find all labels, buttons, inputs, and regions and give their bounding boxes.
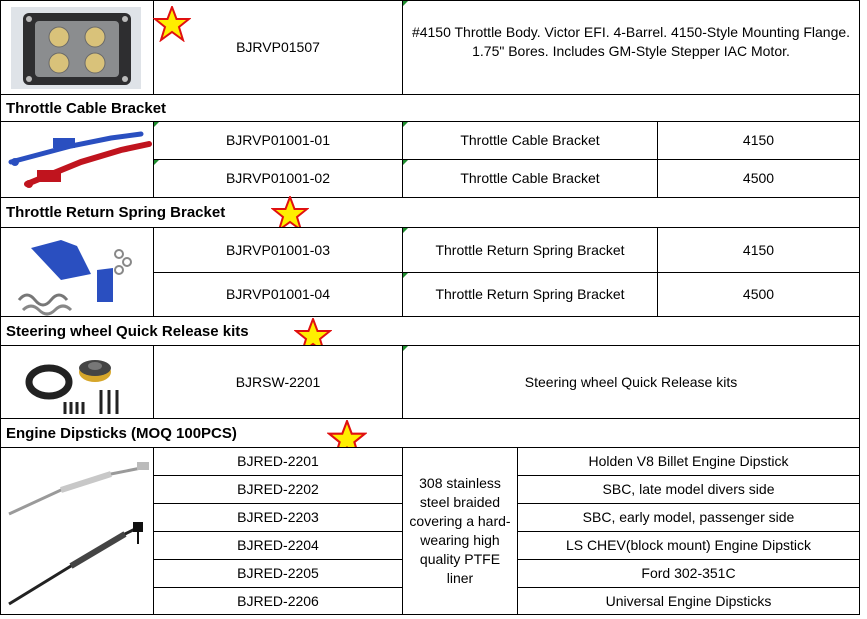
part-number: BJRED-2204 bbox=[237, 537, 319, 553]
section-header-dipsticks bbox=[0, 418, 860, 448]
section-header-steering bbox=[0, 316, 860, 346]
product-name: SBC, early model, passenger side bbox=[582, 509, 795, 525]
dipsticks-photo bbox=[0, 447, 154, 615]
section-title: Engine Dipsticks (MOQ 100PCS) bbox=[6, 424, 237, 442]
spec-value: 4500 bbox=[742, 286, 775, 302]
part-number: BJRVP01001-01 bbox=[225, 132, 331, 148]
dipstick-material-cell bbox=[402, 447, 518, 615]
section-title: Throttle Return Spring Bracket bbox=[6, 204, 226, 221]
product-name: Throttle Return Spring Bracket bbox=[435, 241, 625, 258]
product-name: Universal Engine Dipsticks bbox=[605, 592, 772, 609]
part-number: BJRED-2201 bbox=[237, 453, 319, 469]
table-row-part bbox=[153, 559, 403, 588]
table-row-part bbox=[153, 227, 403, 273]
table-row-part bbox=[153, 121, 403, 160]
star-icon bbox=[153, 6, 191, 42]
table-row-spec bbox=[657, 159, 860, 198]
part-number: BJRVP01001-04 bbox=[225, 286, 331, 302]
part-number: BJRVP01507 bbox=[236, 39, 320, 55]
product-name: Steering wheel Quick Release kits bbox=[524, 373, 738, 390]
table-row-name bbox=[402, 159, 658, 198]
material-description: 308 stainless steel braided covering a hard-wearing high quality PTFE liner bbox=[409, 475, 511, 586]
cable-bracket-photo bbox=[0, 121, 154, 198]
table-row-part bbox=[153, 587, 403, 615]
table-row-name bbox=[402, 272, 658, 317]
quick-release-photo bbox=[0, 345, 154, 419]
product-name: Throttle Cable Bracket bbox=[460, 132, 600, 148]
throttle-body-description bbox=[402, 0, 860, 95]
part-number: BJRED-2205 bbox=[237, 565, 319, 581]
table-row-spec bbox=[657, 227, 860, 273]
throttle-body-photo bbox=[0, 0, 154, 95]
section-header-spring bbox=[0, 197, 860, 228]
spec-value: 4150 bbox=[742, 132, 775, 148]
table-row-name bbox=[517, 559, 860, 588]
product-name: Holden V8 Billet Engine Dipstick bbox=[588, 453, 789, 469]
spec-value: 4150 bbox=[742, 241, 775, 258]
table-row-name bbox=[517, 475, 860, 504]
part-number: BJRED-2202 bbox=[237, 481, 319, 497]
table-row-name bbox=[517, 447, 860, 476]
part-number: BJRED-2203 bbox=[237, 509, 319, 525]
product-name: LS CHEV(block mount) Engine Dipstick bbox=[565, 537, 812, 553]
table-row-name bbox=[402, 345, 860, 419]
product-name: SBC, late model divers side bbox=[602, 481, 775, 497]
product-name: Throttle Return Spring Bracket bbox=[435, 286, 625, 302]
table-row-part bbox=[153, 272, 403, 317]
part-number: BJRSW-2201 bbox=[235, 373, 321, 390]
description-text: #4150 Throttle Body. Victor EFI. 4-Barrel. 4150-Style Mounting Flange. 1.75" Bores. Includes GM-Style Stepper IAC Motor. bbox=[411, 24, 851, 59]
part-number: BJRED-2206 bbox=[237, 592, 319, 609]
part-number: BJRVP01001-02 bbox=[225, 170, 331, 186]
table-row-spec bbox=[657, 272, 860, 317]
section-title: Throttle Cable Bracket bbox=[6, 99, 167, 117]
spec-value: 4500 bbox=[742, 170, 775, 186]
table-row-part bbox=[153, 159, 403, 198]
table-row-part bbox=[153, 475, 403, 504]
table-row-name bbox=[517, 503, 860, 532]
table-row-name bbox=[517, 587, 860, 615]
product-name: Ford 302-351C bbox=[641, 565, 736, 581]
spring-bracket-photo bbox=[0, 227, 154, 317]
table-row-part bbox=[153, 503, 403, 532]
part-number: BJRVP01001-03 bbox=[225, 241, 331, 258]
table-row-name bbox=[517, 531, 860, 560]
table-row-name bbox=[402, 121, 658, 160]
product-name: Throttle Cable Bracket bbox=[460, 170, 600, 186]
table-row-name bbox=[402, 227, 658, 273]
table-row-part bbox=[153, 447, 403, 476]
table-row-part bbox=[153, 531, 403, 560]
table-row-part bbox=[153, 345, 403, 419]
section-header-cable bbox=[0, 94, 860, 122]
section-title: Steering wheel Quick Release kits bbox=[6, 322, 249, 340]
table-row-spec bbox=[657, 121, 860, 160]
